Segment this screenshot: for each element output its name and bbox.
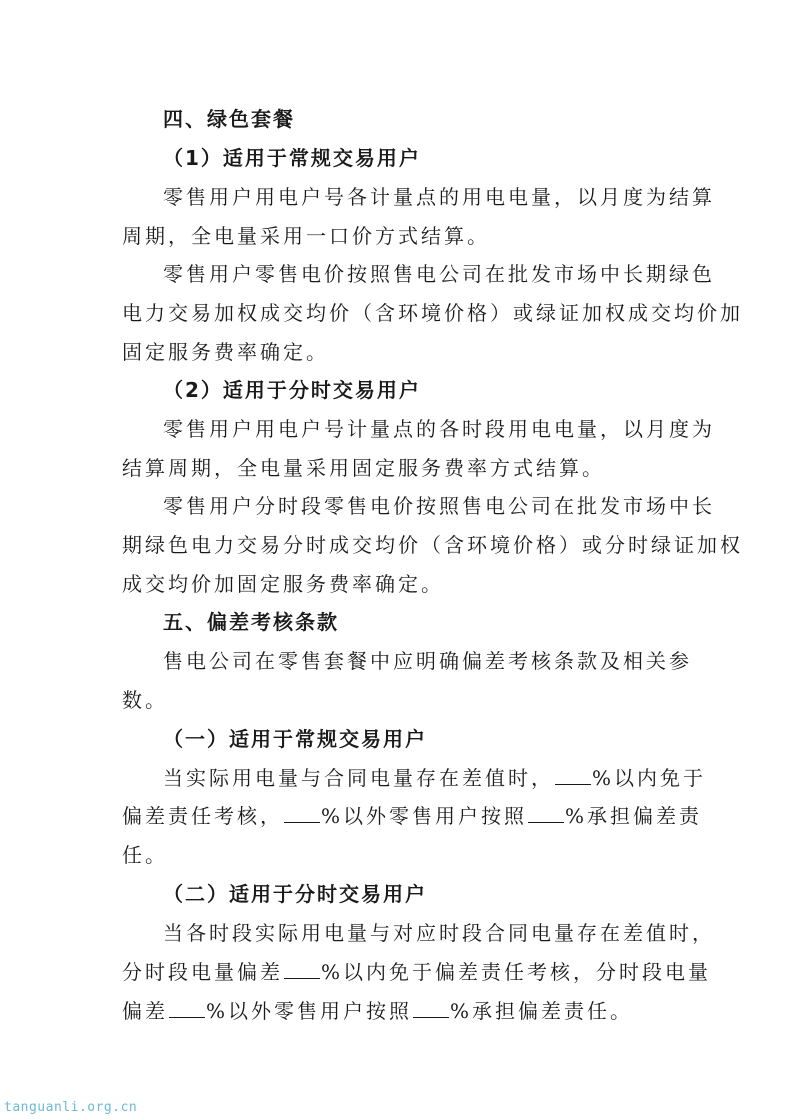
paragraph-line: 固定服务费率确定。 (122, 340, 329, 364)
text-span: 分时段电量偏差 (122, 960, 283, 984)
text-span: %以内免于 (592, 766, 707, 790)
text-span: %以外零售用户按照 (206, 999, 413, 1023)
watermark: tanguanli.org.cn (4, 1100, 138, 1115)
section4-sub2-title: （2）适用于分时交易用户 (163, 378, 421, 402)
text-span: %以内免于偏差责任考核，分时段电量 (321, 960, 712, 984)
paragraph-line (122, 997, 633, 1025)
text-span: 偏差 (122, 999, 168, 1023)
paragraph-line: 周期，全电量采用一口价方式结算。 (122, 224, 490, 248)
paragraph-line (122, 958, 711, 986)
section4-sub1-title: （1）适用于常规交易用户 (163, 146, 421, 170)
paragraph-line: 电力交易加权成交均价（含环境价格）或绿证加权成交均价加 (122, 301, 743, 325)
blank-field (284, 802, 320, 823)
blank-field (413, 997, 449, 1018)
paragraph-line: 期绿色电力交易分时成交均价（含环境价格）或分时绿证加权 (122, 533, 743, 557)
paragraph-line: 零售用户用电户号计量点的各时段用电电量，以月度为 (163, 417, 715, 441)
text-span: %以外零售用户按照 (321, 804, 528, 828)
paragraph-line (122, 802, 702, 830)
blank-field (284, 958, 320, 979)
section5-heading: 五、偏差考核条款 (163, 610, 339, 634)
blank-field (169, 997, 205, 1018)
paragraph-line: 数。 (122, 688, 168, 712)
text-span: %承担偏差责 (565, 804, 703, 828)
paragraph-line: 当各时段实际用电量与对应时段合同电量存在差值时， (163, 921, 715, 945)
blank-field (555, 764, 591, 785)
text-span: 偏差责任考核， (122, 804, 283, 828)
paragraph-line: 零售用户零售电价按照售电公司在批发市场中长期绿色 (163, 262, 715, 286)
paragraph-line: 任。 (122, 843, 168, 867)
text-span: %承担偏差责任。 (450, 999, 634, 1023)
section4-heading: 四、绿色套餐 (163, 107, 295, 131)
paragraph-line: 成交均价加固定服务费率确定。 (122, 572, 444, 596)
section5-subB-title: （二）适用于分时交易用户 (163, 882, 427, 906)
section5-subA-title: （一）适用于常规交易用户 (163, 727, 427, 751)
paragraph-line: 售电公司在零售套餐中应明确偏差考核条款及相关参 (163, 649, 692, 673)
paragraph-line: 零售用户分时段零售电价按照售电公司在批发市场中长 (163, 494, 715, 518)
paragraph-line (163, 764, 706, 792)
text-span: 当实际用电量与合同电量存在差值时， (163, 766, 554, 790)
blank-field (528, 802, 564, 823)
paragraph-line: 结算周期，全电量采用固定服务费率方式结算。 (122, 456, 605, 480)
paragraph-line: 零售用户用电户号各计量点的用电电量，以月度为结算 (163, 185, 715, 209)
